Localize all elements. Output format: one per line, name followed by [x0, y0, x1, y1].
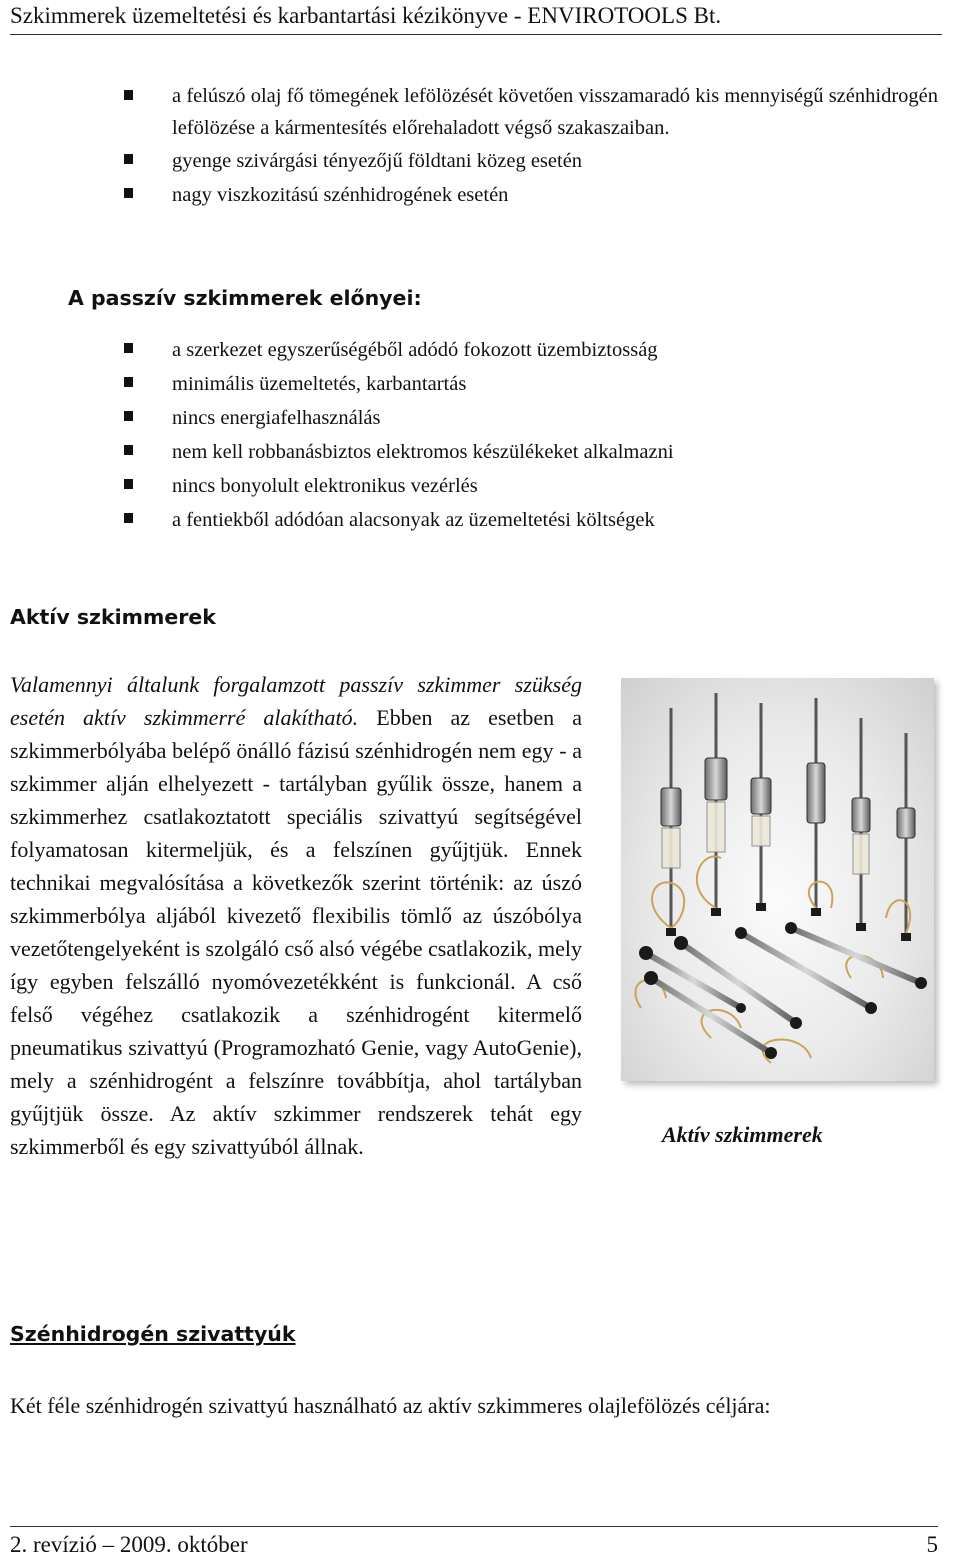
- page-number: 5: [926, 1532, 938, 1557]
- skimmer-illustration-icon: [621, 678, 934, 1081]
- advantages-heading: A passzív szkimmerek előnyei:: [68, 286, 422, 310]
- pumps-heading: Szénhidrogén szivattyúk: [10, 1322, 296, 1346]
- list-item: a fentiekből adódóan alacsonyak az üzemeltetési költségek: [0, 503, 938, 537]
- active-skimmers-heading: Aktív szkimmerek: [10, 605, 216, 629]
- active-skimmers-paragraph: [10, 668, 938, 1230]
- usage-bullet-list: [0, 80, 938, 212]
- revision-label: 2. revízió – 2009. október: [10, 1532, 248, 1557]
- italic-intro: Valamennyi általunk forgalamzott passzív szkimmer szükség esetén aktív szkimmerré alakítható.: [10, 672, 582, 730]
- list-item: nem kell robbanásbiztos elektromos készülékeket alkalmazni: [0, 435, 938, 469]
- list-item: a felúszó olaj fő tömegének lefölözését követően visszamaradó kis mennyiségű szénhidrogén lefölözése a kármentesítés előrehaladott végső szakaszaiban.: [0, 80, 938, 144]
- advantages-list: [0, 333, 938, 537]
- page-footer: [10, 1526, 938, 1562]
- figure-caption: Aktív szkimmerek: [662, 1122, 823, 1147]
- figure: [588, 668, 938, 1230]
- list-item: nincs energiafelhasználás: [0, 401, 938, 435]
- list-item: minimális üzemeltetés, karbantartás: [0, 367, 938, 401]
- list-item: nincs bonyolult elektronikus vezérlés: [0, 469, 938, 503]
- list-item: a szerkezet egyszerűségéből adódó fokozott üzembiztosság: [0, 333, 938, 367]
- list-item: nagy viszkozitású szénhidrogének esetén: [0, 178, 938, 212]
- pumps-paragraph: Két féle szénhidrogén szivattyú használható az aktív szkimmeres olajlefölözés céljára:: [10, 1393, 771, 1418]
- list-item: gyenge szivárgási tényezőjű földtani közeg esetén: [0, 144, 938, 178]
- skimmer-photo: [621, 678, 934, 1081]
- page-header: Szkimmerek üzemeltetési és karbantartási kézikönyve - ENVIROTOOLS Bt.: [10, 0, 942, 35]
- body-text: Ebben az esetben a szkimmerbólyába belépő önálló fázisú szénhidrogén nem egy - a szkimmer alján elhelyezett - tartályban gyűlik össze, hanem a szkimmerhez csatlakoztatott speciális szivattyú segítségével folyamatosan kitermeljük, és a felszínen gyűjtjük. Ennek technikai megvalósítása a következők szerint történik: az úszó szkimmerbólya aljából kivezető flexibilis tömlő az úszóbólya vezetőtengelyeként is szolgáló cső alsó végébe csatlakozik, mely így egyben felszálló nyomóvezetékként is funkcionál. A cső felső végéhez csatlakozik a szénhidrogént kitermelő pneumatikus szivattyú (Programozható Genie, vagy AutoGenie), mely a szénhidrogént a felszínre továbbítja, ahol tartályban gyűjtjük össze. Az aktív szkimmer rendszerek tehát egy szkimmerből és egy szivattyúból állnak.: [10, 705, 582, 1159]
